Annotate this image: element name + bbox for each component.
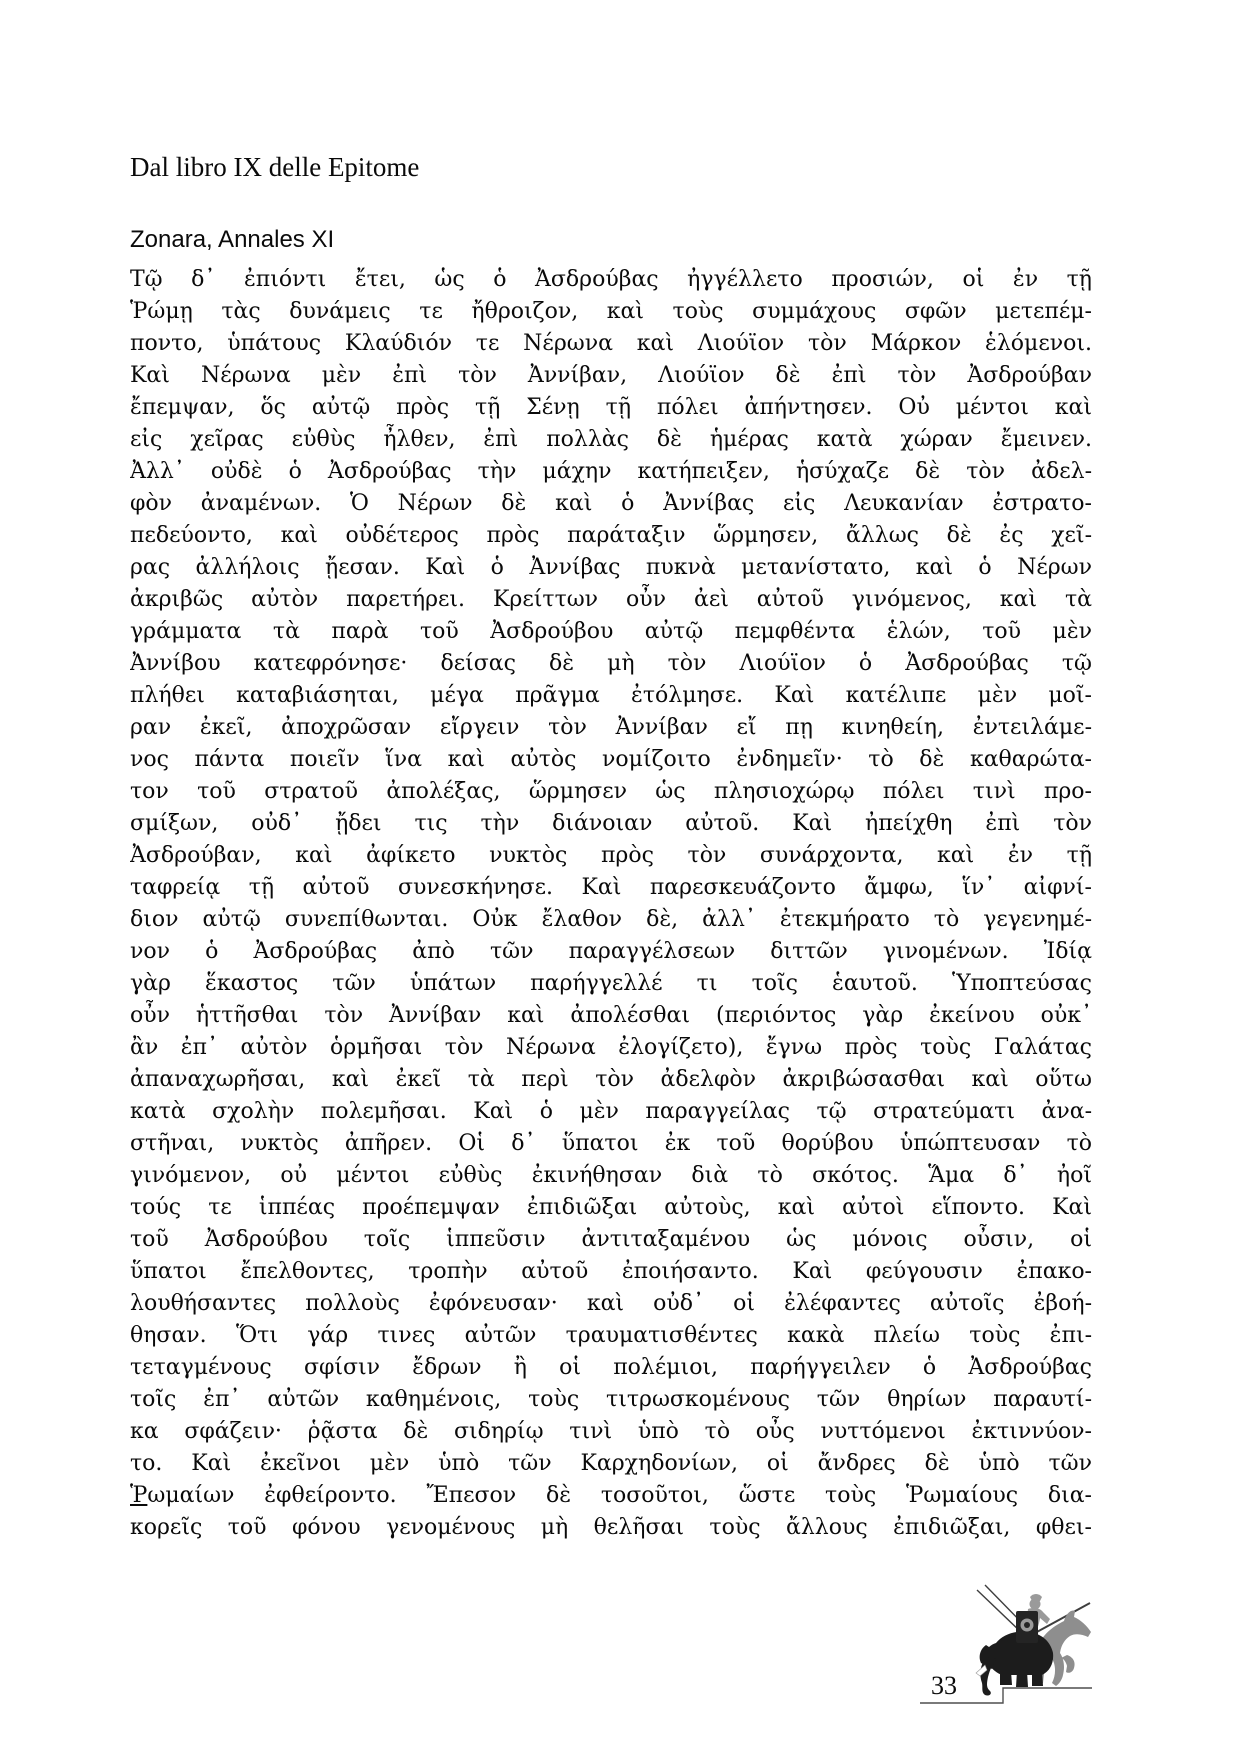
text-line: το. Καὶ ἐκεῖνοι μὲν ὑπὸ τῶν Καρχηδονίων, οἱ ἄνδρες δὲ ὑπὸ τῶν — [130, 1451, 1092, 1476]
text-line: ἀκριβῶς αὐτὸν παρετήρει. Κρείττων οὖν ἀεὶ αὐτοῦ γινόμενος, καὶ τὰ — [130, 587, 1092, 612]
text-line: φὸν ἀναμένων. Ὁ Νέρων δὲ καὶ ὁ Ἀννίβας εἰς Λευκανίαν ἐστρατο- — [130, 491, 1092, 516]
text-line: ἂν ἐπ᾽ αὐτὸν ὁρμῆσαι τὸν Νέρωνα ἐλογίζετο), ἔγνω πρὸς τοὺς Γαλάτας — [130, 1035, 1092, 1060]
page-number: 33 — [931, 1671, 957, 1700]
text-line: γινόμενον, οὐ μέντοι εὐθὺς ἐκινήθησαν διὰ τὸ σκότος. Ἅμα δ᾽ ἠοῖ — [130, 1163, 1092, 1188]
text-line: ραν ἐκεῖ, ἀποχρῶσαν εἴργειν τὸν Ἀννίβαν εἴ πῃ κινηθείη, ἐντειλάμε- — [130, 715, 1092, 740]
text-line: Τῷ δ᾽ ἐπιόντι ἔτει, ὡς ὁ Ἀσδρούβας ἠγγέλλετο προσιών, οἱ ἐν τῇ — [130, 267, 1092, 292]
greek-text-block — [130, 264, 1092, 1544]
text-line: τοῦ Ἀσδρούβου τοῖς ἱππεῦσιν ἀντιταξαμένου ὡς μόνοις οὖσιν, οἱ — [130, 1227, 1092, 1252]
text-line: λουθήσαντες πολλοὺς ἐφόνευσαν· καὶ οὐδ᾽ οἱ ἐλέφαντες αὐτοῖς ἐβοή- — [130, 1291, 1092, 1316]
text-line: οὖν ἡττῆσθαι τὸν Ἀννίβαν καὶ ἀπολέσθαι (περιόντος γὰρ ἐκείνου οὐκ᾽ — [130, 1003, 1092, 1028]
text-line: τούς τε ἱππέας προέπεμψαν ἐπιδιῶξαι αὐτοὺς, καὶ αὐτοὶ εἵποντο. Καὶ — [130, 1195, 1092, 1220]
text-line: ἔπεμψαν, ὅς αὐτῷ πρὸς τῇ Σένῃ τῇ πόλει ἀπήντησεν. Οὐ μέντοι καὶ — [130, 395, 1092, 420]
text-line: νος πάντα ποιεῖν ἵνα καὶ αὐτὸς νομίζοιτο ἐνδημεῖν· τὸ δὲ καθαρώτα- — [130, 747, 1092, 772]
text-line: κα σφάζειν· ῥᾷστα δὲ σιδηρίῳ τινὶ ὑπὸ τὸ οὖς νυττόμενοι ἐκτιννύον- — [130, 1419, 1092, 1444]
text-line: ποντο, ὑπάτους Κλαύδιόν τε Νέρωνα καὶ Λιούϊον τὸν Μάρκον ἑλόμενοι. — [130, 331, 1092, 356]
text-line: Ἀλλ᾽ οὐδὲ ὁ Ἀσδρούβας τὴν μάχην κατήπειξεν, ἡσύχαζε δὲ τὸν ἀδελ- — [130, 459, 1092, 484]
text-line: θησαν. Ὅτι γάρ τινες αὐτῶν τραυματισθέντες κακὰ πλείω τοὺς ἐπι- — [130, 1323, 1092, 1348]
text-line: σμίξων, οὐδ᾽ ᾔδει τις τὴν διάνοιαν αὐτοῦ. Καὶ ἠπείχθη ἐπὶ τὸν — [130, 811, 1092, 836]
text-line: πλήθει καταβιάσηται, μέγα πρᾶγμα ἐτόλμησε. Καὶ κατέλιπε μὲν μοῖ- — [130, 683, 1092, 708]
text-line: νον ὁ Ἀσδρούβας ἀπὸ τῶν παραγγέλσεων διττῶν γινομένων. Ἰδίᾳ — [130, 939, 1092, 964]
text-line: τεταγμένους σφίσιν ἔδρων ἢ οἱ πολέμιοι, παρήγγειλεν ὁ Ἀσδρούβας — [130, 1355, 1092, 1380]
text-line: γὰρ ἕκαστος τῶν ὑπάτων παρήγγελλέ τι τοῖς ἑαυτοῦ. Ὑποπτεύσας — [130, 971, 1092, 996]
section-heading: Zonara, Annales XI — [130, 226, 335, 253]
shield-boss-center-icon — [1024, 1622, 1030, 1628]
text-line: τοῖς ἐπ᾽ αὐτῶν καθημένοις, τοὺς τιτρωσκομένους τῶν θηρίων παραυτί- — [130, 1387, 1092, 1412]
javelin-icon — [977, 1590, 1022, 1633]
text-line: Ἀσδρούβαν, καὶ ἀφίκετο νυκτὸς πρὸς τὸν συνάρχοντα, καὶ ἐν τῇ — [130, 843, 1092, 868]
rider-helmet-icon — [1030, 1594, 1042, 1601]
text-line: Ῥωμαίων ἐφθείροντο. Ἔπεσον δὲ τοσοῦτοι, ὥστε τοὺς Ῥωμαίους δια- — [130, 1483, 1092, 1508]
text-line: στῆναι, νυκτὸς ἀπῆρεν. Οἱ δ᾽ ὕπατοι ἐκ τοῦ θορύβου ὑπώπτευσαν τὸ — [130, 1131, 1092, 1156]
text-line: ρας ἀλλήλοις ᾔεσαν. Καὶ ὁ Ἀννίβας πυκνὰ μετανίστατο, καὶ ὁ Νέρων — [130, 555, 1092, 580]
text-line: Ῥώμῃ τὰς δυνάμεις τε ἤθροιζον, καὶ τοὺς συμμάχους σφῶν μετεπέμ- — [130, 299, 1092, 324]
text-line: κορεῖς τοῦ φόνου γενομένους μὴ θελῆσαι τοὺς ἄλλους ἐπιδιῶξαι, φθει- — [130, 1515, 1092, 1540]
text-line: ὕπατοι ἔπελθοντες, τροπὴν αὐτοῦ ἐποιήσαντο. Καὶ φεύγουσιν ἐπακο- — [130, 1259, 1092, 1284]
text-line: πεδεύοντο, καὶ οὐδέτερος πρὸς παράταξιν ὥρμησεν, ἄλλως δὲ ἐς χεῖ- — [130, 523, 1092, 548]
text-line: τον τοῦ στρατοῦ ἀπολέξας, ὥρμησεν ὡς πλησιοχώρῳ πόλει τινὶ προ- — [130, 779, 1092, 804]
page-title: Dal libro IX delle Epitome — [130, 152, 420, 182]
text-line: ἀπαναχωρῆσαι, καὶ ἐκεῖ τὰ περὶ τὸν ἀδελφὸν ἀκριβώσασθαι καὶ οὕτω — [130, 1067, 1092, 1092]
text-line: κατὰ σχολὴν πολεμῆσαι. Καὶ ὁ μὲν παραγγείλας τῷ στρατεύματι ἀνα- — [130, 1099, 1092, 1124]
text-line: γράμματα τὰ παρὰ τοῦ Ἀσδρούβου αὐτῷ πεμφθέντα ἑλών, τοῦ μὲν — [130, 619, 1092, 644]
text-line: Καὶ Νέρωνα μὲν ἐπὶ τὸν Ἀννίβαν, Λιούϊον δὲ ἐπὶ τὸν Ἀσδρούβαν — [130, 363, 1092, 388]
text-line: διον αὐτῷ συνεπίθωνται. Οὐκ ἔλαθον δὲ, ἀλλ᾽ ἐτεκμήρατο τὸ γεγενημέ- — [130, 907, 1092, 932]
text-line: εἰς χεῖρας εὐθὺς ἦλθεν, ἐπὶ πολλὰς δὲ ἡμέρας κατὰ χώραν ἔμεινεν. — [130, 427, 1092, 452]
text-line: Ἀννίβου κατεφρόνησε· δείσας δὲ μὴ τὸν Λιούϊον ὁ Ἀσδρούβας τῷ — [130, 651, 1092, 676]
text-line: ταφρείᾳ τῇ αὐτοῦ συνεσκήνησε. Καὶ παρεσκευάζοντο ἄμφω, ἵν᾽ αἰφνί- — [130, 875, 1092, 900]
